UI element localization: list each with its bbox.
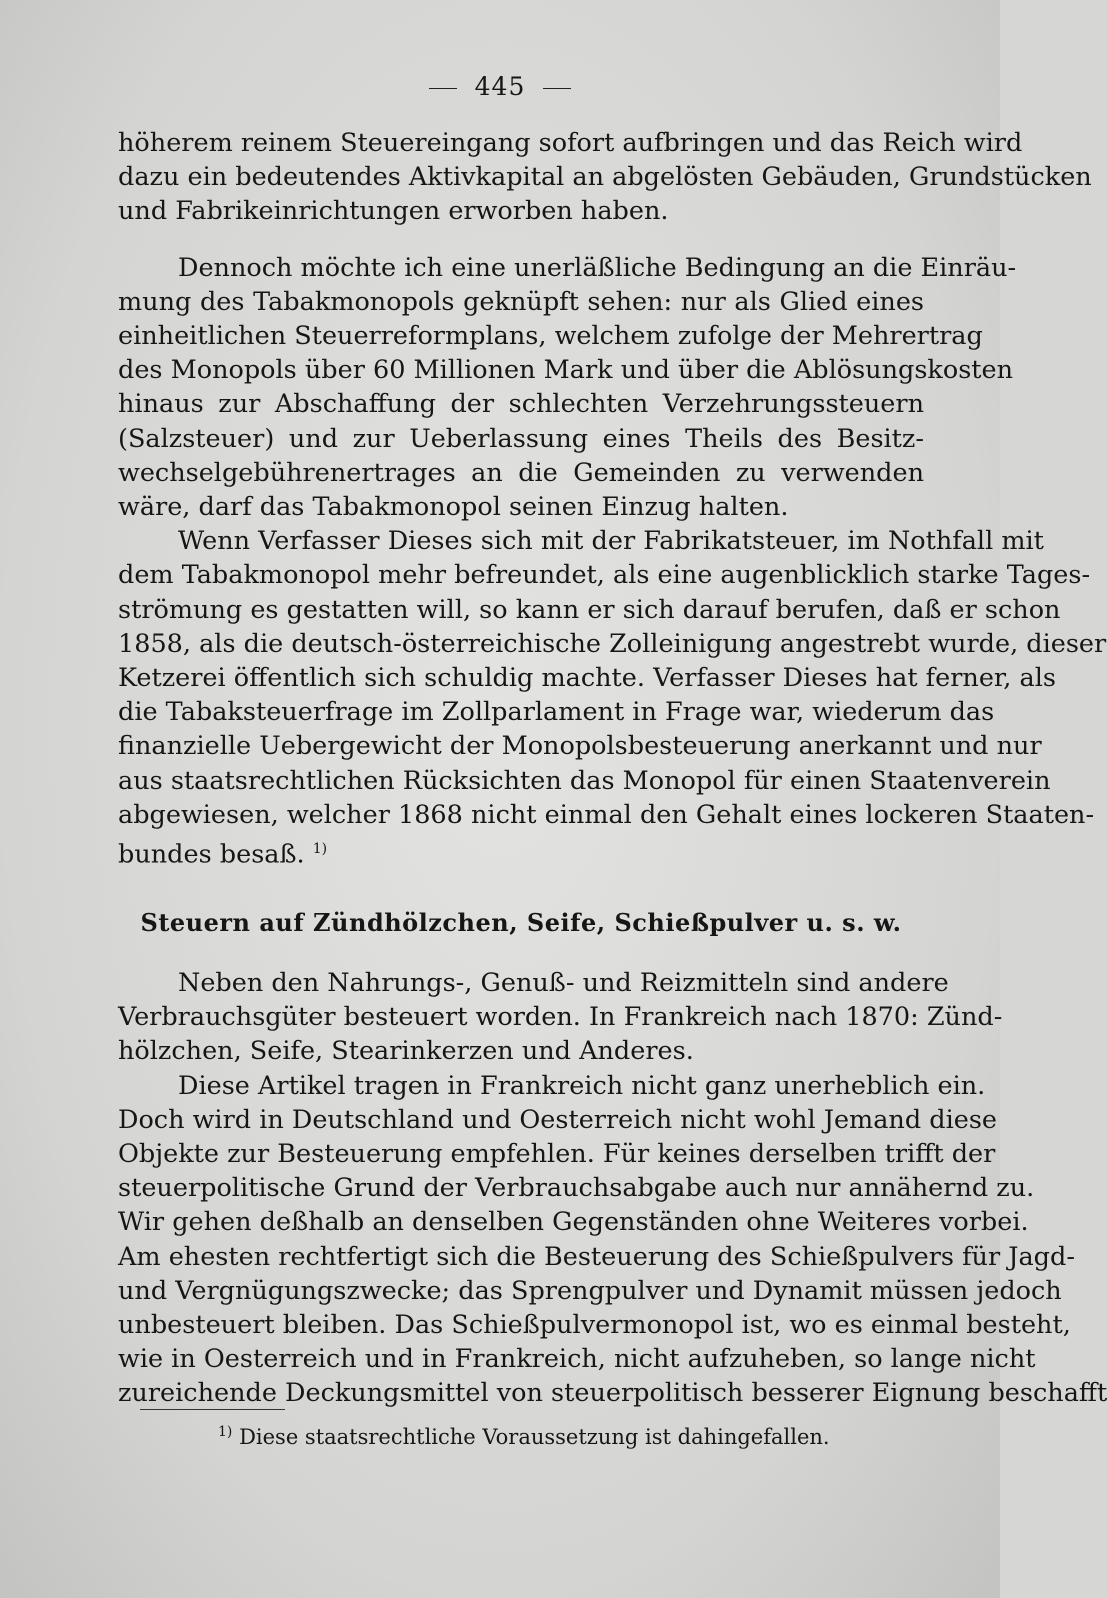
text-line: und Fabrikeinrichtungen erworben haben. (118, 196, 669, 227)
text-line: zureichende Deckungsmittel von steuerpolitisch besserer Eignung beschafft (118, 1378, 1107, 1409)
text-line: steuerpolitische Grund der Verbrauchsabgabe auch nur annähernd zu. (118, 1173, 1035, 1204)
text-line: 1858, als die deutsch-österreichische Zolleinigung angestrebt wurde, dieser (118, 628, 1107, 659)
text-line: unbesteuert bleiben. Das Schießpulvermonopol ist, wo es einmal besteht, (118, 1310, 1071, 1340)
text-line: Neben den Nahrungs-, Genuß- und Reizmitteln sind andere (178, 967, 949, 998)
section-heading: Steuern auf Zündhölzchen, Seife, Schießpulver u. s. w. (140, 907, 902, 937)
text-line: Am ehesten rechtfertigt sich die Besteuerung des Schießpulvers für Jagd- (118, 1241, 1075, 1272)
paragraph-3 (118, 524, 1107, 872)
text-line: Wenn Verfasser Dieses sich mit der Fabrikatsteuer, im Nothfall mit (178, 526, 1044, 557)
text-line (118, 832, 924, 872)
footnote-reference[interactable]: 1) (312, 841, 328, 858)
text-line: dem Tabakmonopol mehr befreundet, als eine augenblicklich starke Tages- (118, 560, 1091, 591)
text-line: Doch wird in Deutschland und Oesterreich nicht wohl Jemand diese (118, 1104, 998, 1135)
paragraph-4 (118, 966, 1003, 1069)
paragraph-2 (118, 251, 1017, 525)
text-line: abgewiesen, welcher 1868 nicht einmal den Gehalt eines lockeren Staaten- (118, 799, 1095, 830)
text-line: wechselgebührenertrages an die Gemeinden zu verwenden (118, 457, 924, 488)
page-number: 445 (474, 72, 526, 101)
text-line: wäre, darf das Tabakmonopol seinen Einzug halten. (118, 492, 789, 523)
paragraph-1 (118, 126, 1092, 229)
text-line: Wir gehen deßhalb an denselben Gegenständen ohne Weiteres vorbei. (118, 1207, 1029, 1238)
text-line: mung des Tabakmonopols geknüpft sehen: nur als Glied eines (118, 286, 924, 317)
text-line: finanzielle Uebergewicht der Monopolsbesteuerung anerkannt und nur (118, 731, 1042, 762)
paragraph-5 (118, 1069, 1107, 1411)
text-line: und Vergnügungszwecke; das Sprengpulver und Dynamit müssen jedoch (118, 1275, 1062, 1306)
text-line: höherem reinem Steuereingang sofort aufbringen und das Reich wird (118, 128, 1023, 158)
footnote (218, 1424, 830, 1449)
page-body (118, 126, 1107, 1411)
text-line: strömung es gestatten will, so kann er sich darauf berufen, daß er schon (118, 594, 1061, 625)
text-line-content: bundes besaß. (118, 839, 305, 870)
text-line: Diese Artikel tragen in Frankreich nicht ganz unerheblich ein. (178, 1070, 986, 1101)
text-line: Dennoch möchte ich eine unerläßliche Bedingung an die Einräu- (178, 252, 1017, 283)
footnote-divider (140, 1409, 285, 1410)
page-header (0, 72, 1000, 101)
footnote-text: Diese staatsrechtliche Voraussetzung ist dahingefallen. (239, 1425, 830, 1449)
footnote-marker: 1) (218, 1424, 233, 1440)
text-line: hölzchen, Seife, Stearinkerzen und Anderes. (118, 1036, 694, 1067)
text-line: hinaus zur Abschaffung der schlechten Verzehrungssteuern (118, 389, 924, 420)
text-line: (Salzsteuer) und zur Ueberlassung eines Theils des Besitz- (118, 423, 924, 454)
text-line: Ketzerei öffentlich sich schuldig machte. Verfasser Dieses hat ferner, als (118, 663, 1056, 694)
text-line: des Monopols über 60 Millionen Mark und über die Ablösungskosten (118, 355, 1014, 386)
text-line: wie in Oesterreich und in Frankreich, nicht aufzuheben, so lange nicht (118, 1344, 1036, 1375)
text-line: Objekte zur Besteuerung empfehlen. Für keines derselben trifft der (118, 1138, 996, 1169)
header-dash-left (429, 88, 457, 89)
header-dash-right (543, 88, 571, 89)
text-line: dazu ein bedeutendes Aktivkapital an abgelösten Gebäuden, Grundstücken (118, 162, 1092, 193)
text-line: Verbrauchsgüter besteuert worden. In Frankreich nach 1870: Zünd- (118, 1002, 1003, 1033)
text-line: die Tabaksteuerfrage im Zollparlament in Frage war, wiederum das (118, 697, 995, 728)
text-line: aus staatsrechtlichen Rücksichten das Monopol für einen Staatenverein (118, 765, 1051, 796)
text-line: einheitlichen Steuerreformplans, welchem zufolge der Mehrertrag (118, 321, 983, 352)
